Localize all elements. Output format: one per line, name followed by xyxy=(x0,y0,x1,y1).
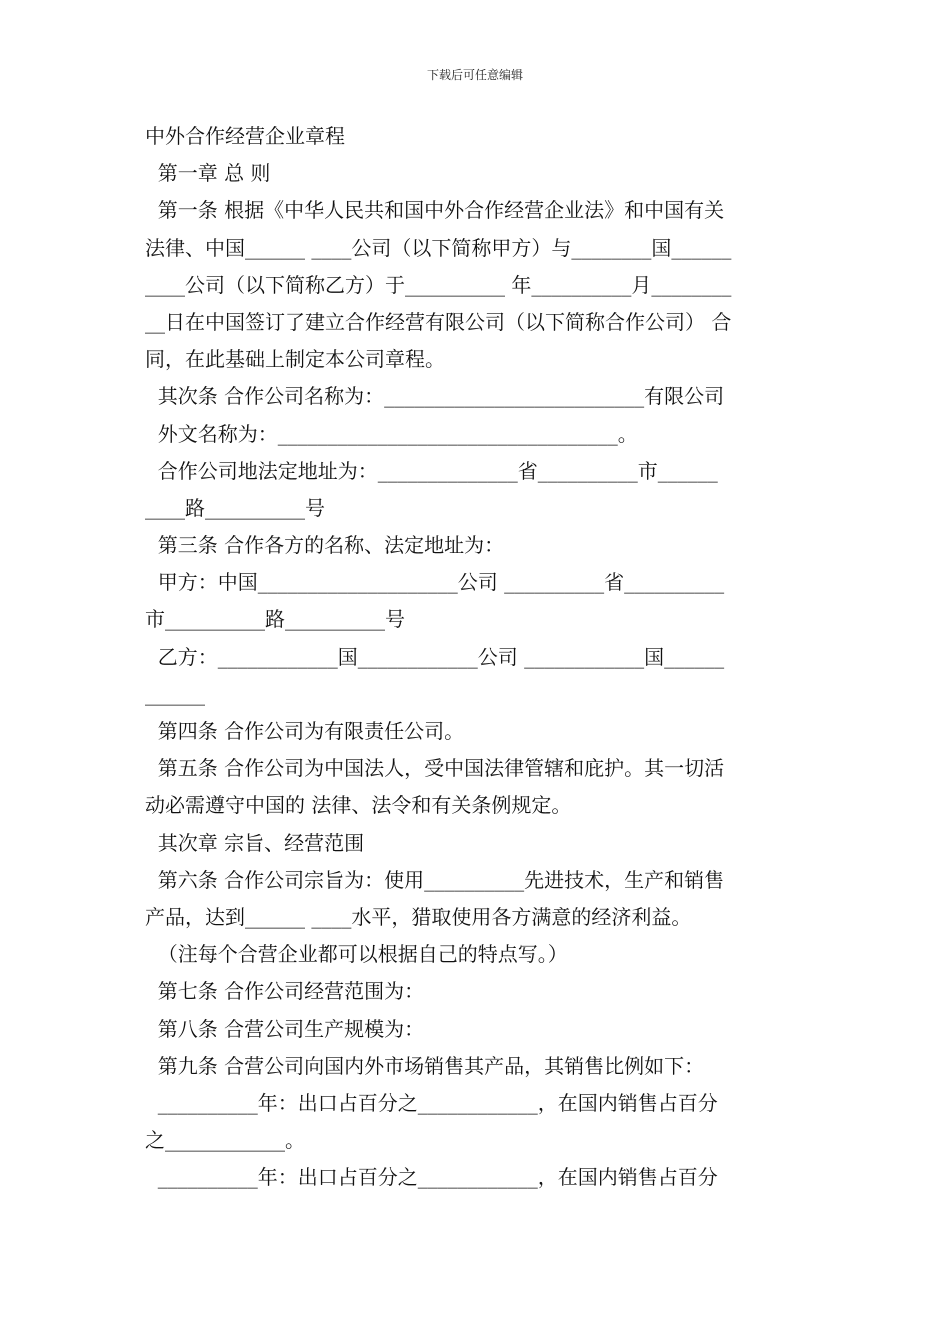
text-line: ____公司（以下简称乙方）于__________ 年__________月________ xyxy=(145,272,732,297)
text-line: 第六条 合作公司宗旨为：使用__________先进技术，生产和销售 xyxy=(145,867,725,892)
text-line: 外文名称为：__________________________________。 xyxy=(145,421,638,446)
text-line: 法律、中国______ ____公司（以下简称甲方）与________国______ xyxy=(145,235,732,260)
text-line: 合作公司地法定地址为：______________省__________市______ xyxy=(145,458,718,483)
text-line: 第三条 合作各方的名称、法定地址为： xyxy=(145,533,505,558)
text-line: 之____________。 xyxy=(145,1128,305,1153)
text-line: __________年：出口占百分之____________，在国内销售占百分 xyxy=(145,1090,718,1115)
chapter-heading: 第一章 总 则 xyxy=(145,161,271,186)
document-title: 中外合作经营企业章程 xyxy=(145,124,345,148)
text-line: 市__________路__________号 xyxy=(145,607,405,632)
text-line: （注每个合营企业都可以根据自己的特点写。） xyxy=(145,942,568,967)
text-line: 同，在此基础上制定本公司章程。 xyxy=(145,347,445,372)
text-line: 其次条 合作公司名称为：__________________________有限公司 xyxy=(145,384,725,409)
text-line: ____路__________号 xyxy=(145,495,325,520)
text-line: 第九条 合营公司向国内外市场销售其产品，其销售比例如下： xyxy=(145,1053,705,1078)
text-line: 第四条 合作公司为有限责任公司。 xyxy=(145,719,465,743)
text-line: __________年：出口占百分之____________，在国内销售占百分 xyxy=(145,1165,718,1190)
header-note: 下载后可任意编辑 xyxy=(426,68,523,82)
text-line: __日在中国签订了建立合作经营有限公司（以下简称合作公司） 合 xyxy=(145,309,732,334)
document-body xyxy=(145,118,807,1196)
text-line: 第一条 根据《中华人民共和国中外合作经营企业法》和中国有关 xyxy=(145,198,725,223)
chapter-heading: 其次章 宗旨、经营范围 xyxy=(145,830,365,855)
text-line: 第八条 合营公司生产规模为： xyxy=(145,1016,425,1041)
text-line: ______ xyxy=(145,681,205,706)
text-line: 甲方：中国____________________公司 __________省__________ xyxy=(145,570,725,595)
text-line: 动必需遵守中国的 法律、法令和有关条例规定。 xyxy=(145,793,572,818)
text-line: 乙方：____________国____________公司 ____________国______ xyxy=(145,644,725,669)
text-line: 产品，达到______ ____水平，猎取使用各方满意的经济利益。 xyxy=(145,904,692,929)
text-line: 第七条 合作公司经营范围为： xyxy=(145,979,425,1004)
text-line: 第五条 合作公司为中国法人，受中国法律管辖和庇护。其一切活 xyxy=(145,756,725,781)
